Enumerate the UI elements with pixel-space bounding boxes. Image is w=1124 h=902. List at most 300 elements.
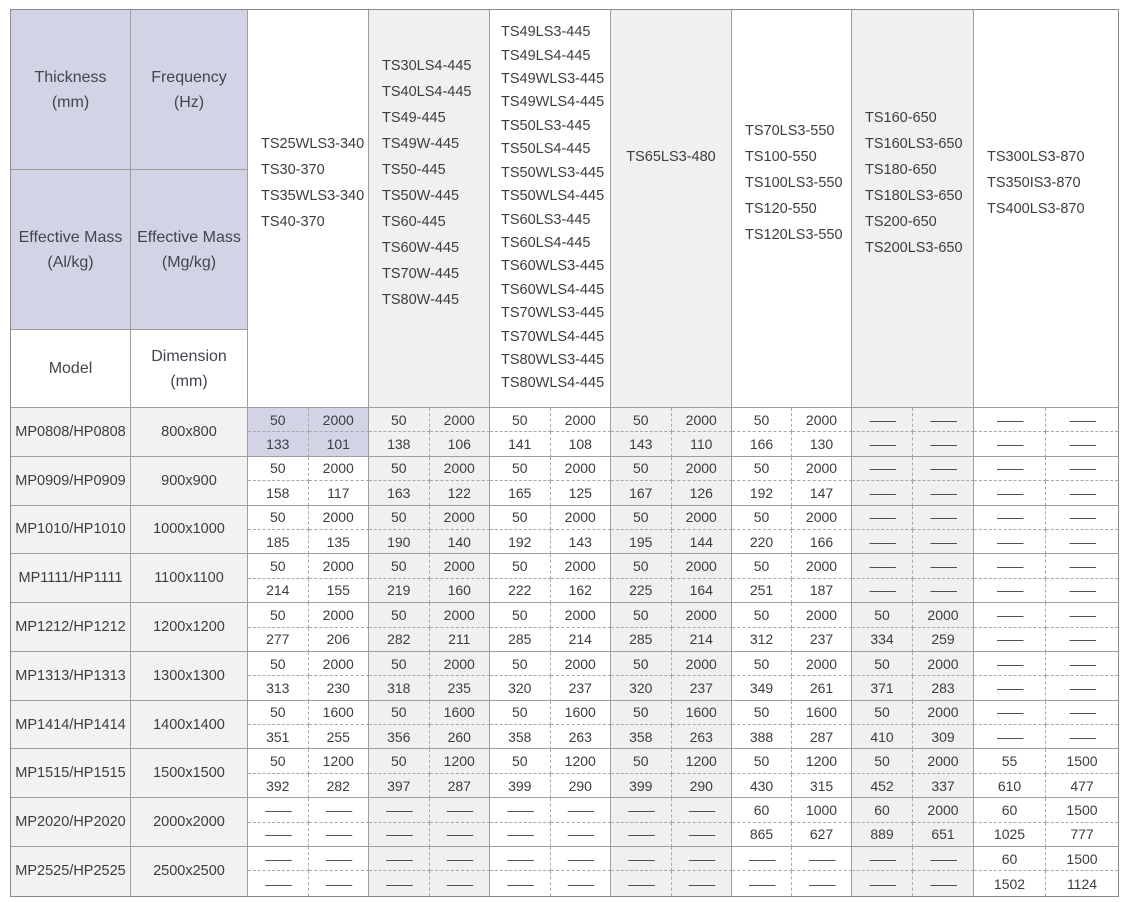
- row-model-label: MP1313/HP1313: [11, 652, 131, 701]
- cell-mass-mg: 263: [551, 725, 612, 749]
- cell-mass-mg: 283: [913, 676, 974, 700]
- cell-frequency: ——: [1046, 554, 1118, 578]
- cell-thickness: 60: [974, 798, 1046, 822]
- cell-thickness: ——: [852, 554, 913, 578]
- row-dimension-label: 900x900: [131, 457, 248, 506]
- cell-thickness: 50: [732, 457, 792, 481]
- cell-thickness: 50: [490, 652, 551, 676]
- cell-mass-mg: 237: [551, 676, 612, 700]
- cell-thickness: 50: [369, 457, 430, 481]
- cell-mass-al: 320: [490, 676, 551, 700]
- cell-mass-al: 358: [490, 725, 551, 749]
- cell-frequency: 2000: [551, 554, 612, 578]
- cell-thickness: 50: [248, 506, 309, 530]
- cell-mass-al: 285: [611, 628, 672, 652]
- cell-frequency: 1500: [1046, 847, 1118, 871]
- cell-mass-al: 214: [248, 579, 309, 603]
- cell-mass-mg: ——: [792, 871, 852, 895]
- cell-thickness: 50: [248, 749, 309, 773]
- cell-mass-mg: 106: [430, 432, 491, 456]
- cell-frequency: 1500: [1046, 749, 1118, 773]
- cell-thickness: ——: [974, 701, 1046, 725]
- cell-frequency: ——: [551, 847, 612, 871]
- product-model-name: TS200LS3-650: [865, 239, 963, 256]
- cell-thickness: 50: [611, 408, 672, 432]
- product-model-name: TS80WLS3-445: [501, 351, 605, 368]
- cell-frequency: 1600: [672, 701, 733, 725]
- effective-mass-mg-header: [131, 170, 248, 330]
- cell-frequency: 2000: [792, 408, 852, 432]
- cell-mass-al: 192: [490, 530, 551, 554]
- cell-mass-al: ——: [852, 871, 913, 895]
- cell-thickness: 50: [490, 701, 551, 725]
- cell-thickness: 60: [974, 847, 1046, 871]
- product-model-name: TS65LS3-480: [626, 148, 716, 165]
- cell-frequency: 2000: [913, 798, 974, 822]
- cell-mass-mg: 290: [672, 774, 733, 798]
- cell-frequency: 2000: [430, 652, 491, 676]
- cell-thickness: ——: [611, 798, 672, 822]
- cell-frequency: 2000: [309, 506, 370, 530]
- cell-thickness: 50: [369, 506, 430, 530]
- product-model-name: TS60LS3-445: [501, 211, 591, 228]
- cell-thickness: ——: [248, 847, 309, 871]
- cell-mass-al: 349: [732, 676, 792, 700]
- cell-mass-al: 165: [490, 481, 551, 505]
- row-model-label: MP1212/HP1212: [11, 603, 131, 652]
- cell-thickness: ——: [732, 847, 792, 871]
- cell-mass-al: 282: [369, 628, 430, 652]
- effective-mass-al-header: [11, 170, 131, 330]
- cell-thickness: 50: [490, 603, 551, 627]
- cell-mass-mg: 211: [430, 628, 491, 652]
- cell-mass-mg: ——: [1046, 676, 1118, 700]
- cell-frequency: 1600: [551, 701, 612, 725]
- cell-mass-al: 397: [369, 774, 430, 798]
- cell-mass-mg: 143: [551, 530, 612, 554]
- cell-frequency: 2000: [672, 408, 733, 432]
- cell-thickness: 50: [248, 701, 309, 725]
- cell-mass-mg: 187: [792, 579, 852, 603]
- cell-mass-mg: ——: [309, 871, 370, 895]
- cell-frequency: 2000: [913, 749, 974, 773]
- cell-mass-al: 141: [490, 432, 551, 456]
- effective-mass-mg-unit: (Mg/kg): [161, 253, 217, 271]
- cell-thickness: 50: [852, 652, 913, 676]
- cell-mass-al: ——: [369, 871, 430, 895]
- cell-mass-al: 251: [732, 579, 792, 603]
- cell-mass-al: 167: [611, 481, 672, 505]
- cell-mass-al: 312: [732, 628, 792, 652]
- cell-mass-al: ——: [611, 823, 672, 847]
- cell-thickness: ——: [974, 457, 1046, 481]
- cell-thickness: ——: [852, 408, 913, 432]
- cell-mass-al: 220: [732, 530, 792, 554]
- cell-mass-mg: ——: [309, 823, 370, 847]
- product-model-name: TS50WLS4-445: [501, 188, 605, 205]
- cell-thickness: 50: [611, 457, 672, 481]
- cell-mass-al: 1502: [974, 871, 1046, 895]
- cell-mass-al: ——: [974, 628, 1046, 652]
- cell-thickness: 50: [611, 506, 672, 530]
- cell-mass-mg: ——: [913, 432, 974, 456]
- cell-frequency: 2000: [309, 554, 370, 578]
- cell-thickness: 50: [490, 408, 551, 432]
- row-model-label: MP1111/HP1111: [11, 554, 131, 603]
- cell-mass-al: 865: [732, 823, 792, 847]
- cell-frequency: ——: [309, 798, 370, 822]
- model-header: [11, 330, 131, 408]
- cell-mass-mg: 166: [792, 530, 852, 554]
- product-model-name: TS300LS3-870: [987, 148, 1085, 165]
- cell-frequency: 2000: [309, 408, 370, 432]
- cell-mass-al: 334: [852, 628, 913, 652]
- cell-thickness: ——: [490, 798, 551, 822]
- cell-thickness: 50: [852, 603, 913, 627]
- cell-mass-al: 143: [611, 432, 672, 456]
- cell-thickness: 50: [369, 701, 430, 725]
- cell-mass-al: 430: [732, 774, 792, 798]
- product-model-name: TS160-650: [865, 109, 937, 126]
- cell-frequency: ——: [1046, 652, 1118, 676]
- cell-frequency: 1500: [1046, 798, 1118, 822]
- cell-thickness: 50: [248, 554, 309, 578]
- cell-frequency: ——: [1046, 408, 1118, 432]
- cell-thickness: 50: [611, 749, 672, 773]
- product-model-name: TS60W-445: [382, 239, 460, 256]
- product-model-name: TS50WLS3-445: [501, 164, 605, 181]
- cell-mass-al: ——: [974, 676, 1046, 700]
- cell-mass-al: 166: [732, 432, 792, 456]
- cell-thickness: ——: [852, 847, 913, 871]
- cell-mass-mg: ——: [1046, 481, 1118, 505]
- cell-frequency: ——: [913, 506, 974, 530]
- cell-thickness: ——: [490, 847, 551, 871]
- cell-frequency: ——: [1046, 603, 1118, 627]
- cell-mass-al: 356: [369, 725, 430, 749]
- cell-mass-al: 219: [369, 579, 430, 603]
- cell-mass-mg: 230: [309, 676, 370, 700]
- product-model-name: TS30-370: [261, 161, 325, 178]
- cell-thickness: 50: [369, 554, 430, 578]
- row-model-label: MP2020/HP2020: [11, 798, 131, 847]
- cell-thickness: 50: [611, 554, 672, 578]
- cell-frequency: 2000: [430, 554, 491, 578]
- cell-mass-al: ——: [974, 579, 1046, 603]
- model-header-label: Model: [48, 360, 93, 377]
- cell-mass-al: 452: [852, 774, 913, 798]
- cell-frequency: 1000: [792, 798, 852, 822]
- product-model-name: TS50LS3-445: [501, 117, 591, 134]
- cell-mass-mg: 315: [792, 774, 852, 798]
- cell-thickness: 60: [852, 798, 913, 822]
- cell-thickness: 50: [248, 408, 309, 432]
- product-model-name: TS100-550: [745, 148, 817, 165]
- cell-mass-al: 388: [732, 725, 792, 749]
- product-model-name: TS80W-445: [382, 291, 460, 308]
- cell-mass-al: 133: [248, 432, 309, 456]
- row-model-label: MP1515/HP1515: [11, 749, 131, 798]
- product-model-name: TS50LS4-445: [501, 141, 591, 158]
- cell-mass-al: 313: [248, 676, 309, 700]
- cell-mass-al: ——: [852, 530, 913, 554]
- cell-mass-mg: ——: [1046, 628, 1118, 652]
- cell-mass-al: ——: [852, 481, 913, 505]
- row-dimension-label: 1100x1100: [131, 554, 248, 603]
- cell-frequency: 2000: [792, 506, 852, 530]
- cell-mass-al: 195: [611, 530, 672, 554]
- product-model-name: TS49WLS4-445: [501, 94, 605, 111]
- product-model-name: TS180LS3-650: [865, 187, 963, 204]
- cell-mass-mg: ——: [913, 530, 974, 554]
- cell-mass-mg: 237: [672, 676, 733, 700]
- product-model-name: TS350IS3-870: [987, 174, 1081, 191]
- frequency-header-unit: (Hz): [173, 93, 205, 111]
- cell-mass-al: ——: [248, 823, 309, 847]
- product-model-list: [852, 105, 963, 261]
- row-dimension-label: 1300x1300: [131, 652, 248, 701]
- product-model-name: TS80WLS4-445: [501, 375, 605, 392]
- cell-thickness: ——: [974, 408, 1046, 432]
- cell-mass-al: ——: [369, 823, 430, 847]
- row-dimension-label: 1000x1000: [131, 506, 248, 555]
- cell-frequency: 2000: [672, 506, 733, 530]
- cell-frequency: 2000: [672, 457, 733, 481]
- frequency-header: [131, 10, 248, 170]
- cell-mass-al: 399: [611, 774, 672, 798]
- cell-mass-al: 320: [611, 676, 672, 700]
- cell-mass-mg: 287: [430, 774, 491, 798]
- cell-frequency: 2000: [672, 603, 733, 627]
- cell-thickness: ——: [248, 798, 309, 822]
- cell-thickness: 50: [732, 701, 792, 725]
- cell-mass-mg: 261: [792, 676, 852, 700]
- row-model-label: MP1010/HP1010: [11, 506, 131, 555]
- product-model-name: TS30LS4-445: [382, 57, 472, 74]
- cell-frequency: ——: [913, 554, 974, 578]
- product-model-list: [490, 21, 604, 396]
- product-model-name: TS25WLS3-340: [261, 135, 365, 152]
- cell-mass-al: ——: [611, 871, 672, 895]
- cell-frequency: 2000: [672, 652, 733, 676]
- cell-mass-mg: ——: [1046, 432, 1118, 456]
- cell-thickness: 60: [732, 798, 792, 822]
- cell-thickness: 50: [369, 408, 430, 432]
- product-model-list: [369, 53, 471, 313]
- cell-frequency: ——: [913, 847, 974, 871]
- product-model-name: TS49W-445: [382, 135, 460, 152]
- dimension-header-label: Dimension: [151, 347, 227, 365]
- cell-frequency: 2000: [430, 408, 491, 432]
- dimension-header: [131, 330, 248, 408]
- product-model-name: TS40LS4-445: [382, 83, 472, 100]
- cell-mass-al: 1025: [974, 823, 1046, 847]
- product-model-name: TS160LS3-650: [865, 135, 963, 152]
- cell-frequency: 2000: [551, 457, 612, 481]
- cell-mass-mg: 309: [913, 725, 974, 749]
- product-model-name: TS100LS3-550: [745, 174, 843, 191]
- thickness-header: [11, 10, 131, 170]
- cell-frequency: ——: [430, 798, 491, 822]
- product-model-name: TS60WLS3-445: [501, 258, 605, 275]
- product-model-name: TS70W-445: [382, 265, 460, 282]
- cell-frequency: 2000: [551, 506, 612, 530]
- cell-thickness: 50: [732, 603, 792, 627]
- cell-mass-al: ——: [490, 871, 551, 895]
- spec-table: [10, 9, 1119, 897]
- cell-frequency: 2000: [430, 506, 491, 530]
- cell-mass-al: 163: [369, 481, 430, 505]
- cell-frequency: 1200: [792, 749, 852, 773]
- cell-mass-mg: ——: [430, 823, 491, 847]
- cell-thickness: 50: [490, 554, 551, 578]
- cell-mass-mg: 337: [913, 774, 974, 798]
- cell-thickness: 50: [490, 457, 551, 481]
- cell-thickness: ——: [974, 603, 1046, 627]
- cell-mass-al: ——: [852, 432, 913, 456]
- cell-mass-al: 318: [369, 676, 430, 700]
- cell-thickness: 50: [732, 408, 792, 432]
- cell-frequency: ——: [1046, 506, 1118, 530]
- cell-mass-mg: 126: [672, 481, 733, 505]
- cell-mass-al: 277: [248, 628, 309, 652]
- cell-mass-mg: ——: [1046, 579, 1118, 603]
- cell-mass-mg: 263: [672, 725, 733, 749]
- cell-mass-mg: ——: [551, 823, 612, 847]
- cell-mass-al: 392: [248, 774, 309, 798]
- cell-thickness: 50: [490, 506, 551, 530]
- cell-frequency: 1600: [430, 701, 491, 725]
- cell-mass-mg: ——: [551, 871, 612, 895]
- cell-frequency: 2000: [430, 457, 491, 481]
- cell-thickness: ——: [852, 506, 913, 530]
- cell-mass-mg: 108: [551, 432, 612, 456]
- cell-mass-mg: 237: [792, 628, 852, 652]
- cell-frequency: ——: [1046, 701, 1118, 725]
- product-column-header-6: [852, 10, 974, 408]
- cell-mass-mg: ——: [913, 871, 974, 895]
- cell-mass-mg: 235: [430, 676, 491, 700]
- cell-thickness: ——: [369, 798, 430, 822]
- cell-frequency: 1600: [792, 701, 852, 725]
- cell-thickness: 50: [369, 652, 430, 676]
- cell-frequency: 2000: [551, 652, 612, 676]
- cell-mass-al: 610: [974, 774, 1046, 798]
- product-model-list: [732, 118, 843, 248]
- product-model-name: TS49LS4-445: [501, 47, 591, 64]
- product-model-name: TS70WLS3-445: [501, 305, 605, 322]
- product-model-name: TS400LS3-870: [987, 200, 1085, 217]
- product-model-name: TS40-370: [261, 213, 325, 230]
- cell-mass-al: 192: [732, 481, 792, 505]
- cell-mass-mg: 255: [309, 725, 370, 749]
- product-model-name: TS60WLS4-445: [501, 281, 605, 298]
- cell-mass-al: 410: [852, 725, 913, 749]
- cell-frequency: ——: [430, 847, 491, 871]
- cell-thickness: 50: [732, 506, 792, 530]
- cell-mass-mg: ——: [1046, 725, 1118, 749]
- cell-mass-al: ——: [732, 871, 792, 895]
- cell-thickness: 50: [852, 749, 913, 773]
- effective-mass-al-unit: (Al/kg): [47, 253, 94, 271]
- product-model-name: TS120-550: [745, 200, 817, 217]
- cell-mass-mg: ——: [913, 481, 974, 505]
- product-model-name: TS50-445: [382, 161, 446, 178]
- cell-mass-mg: 140: [430, 530, 491, 554]
- cell-mass-mg: 147: [792, 481, 852, 505]
- product-column-header-4: [611, 10, 732, 408]
- cell-thickness: ——: [974, 652, 1046, 676]
- cell-frequency: 2000: [309, 603, 370, 627]
- cell-mass-mg: ——: [672, 871, 733, 895]
- row-model-label: MP2525/HP2525: [11, 847, 131, 896]
- dimension-header-unit: (mm): [170, 372, 208, 390]
- product-column-header-1: [248, 10, 369, 408]
- cell-mass-mg: 125: [551, 481, 612, 505]
- cell-mass-al: ——: [490, 823, 551, 847]
- cell-frequency: ——: [672, 847, 733, 871]
- cell-thickness: 50: [732, 554, 792, 578]
- cell-frequency: 1200: [551, 749, 612, 773]
- cell-frequency: ——: [913, 408, 974, 432]
- cell-mass-mg: ——: [430, 871, 491, 895]
- cell-thickness: 50: [611, 701, 672, 725]
- cell-frequency: 2000: [672, 554, 733, 578]
- cell-mass-mg: 130: [792, 432, 852, 456]
- cell-frequency: 2000: [792, 652, 852, 676]
- product-model-list: [248, 131, 364, 235]
- product-column-header-3: [490, 10, 611, 408]
- cell-frequency: 1200: [309, 749, 370, 773]
- cell-mass-al: 225: [611, 579, 672, 603]
- cell-mass-al: ——: [852, 579, 913, 603]
- thickness-header-label: Thickness: [34, 68, 107, 86]
- cell-mass-mg: 260: [430, 725, 491, 749]
- row-model-label: MP0808/HP0808: [11, 408, 131, 457]
- cell-mass-mg: 1124: [1066, 875, 1098, 892]
- cell-mass-mg: 117: [309, 481, 370, 505]
- product-model-name: TS70WLS4-445: [501, 328, 605, 345]
- cell-frequency: ——: [309, 847, 370, 871]
- cell-mass-mg: 206: [309, 628, 370, 652]
- cell-mass-al: ——: [974, 530, 1046, 554]
- product-model-name: TS200-650: [865, 213, 937, 230]
- row-model-label: MP1414/HP1414: [11, 701, 131, 750]
- cell-frequency: 2000: [430, 603, 491, 627]
- product-model-name: TS49WLS3-445: [501, 71, 605, 88]
- product-model-list: [626, 144, 715, 170]
- cell-mass-al: 351: [248, 725, 309, 749]
- product-model-name: TS49-445: [382, 109, 446, 126]
- cell-mass-mg: 287: [792, 725, 852, 749]
- cell-thickness: 50: [732, 652, 792, 676]
- cell-frequency: 2000: [792, 603, 852, 627]
- row-dimension-label: 2500x2500: [131, 847, 248, 896]
- cell-thickness: ——: [974, 506, 1046, 530]
- product-model-name: TS50W-445: [382, 187, 460, 204]
- cell-frequency: 2000: [309, 652, 370, 676]
- frequency-header-label: Frequency: [151, 68, 227, 86]
- cell-frequency: 1600: [309, 701, 370, 725]
- cell-mass-mg: 214: [551, 628, 612, 652]
- cell-thickness: 50: [369, 749, 430, 773]
- cell-mass-mg: 282: [309, 774, 370, 798]
- cell-thickness: ——: [974, 554, 1046, 578]
- cell-frequency: 1200: [430, 749, 491, 773]
- cell-mass-al: 889: [852, 823, 913, 847]
- cell-mass-al: 138: [369, 432, 430, 456]
- cell-frequency: 2000: [913, 652, 974, 676]
